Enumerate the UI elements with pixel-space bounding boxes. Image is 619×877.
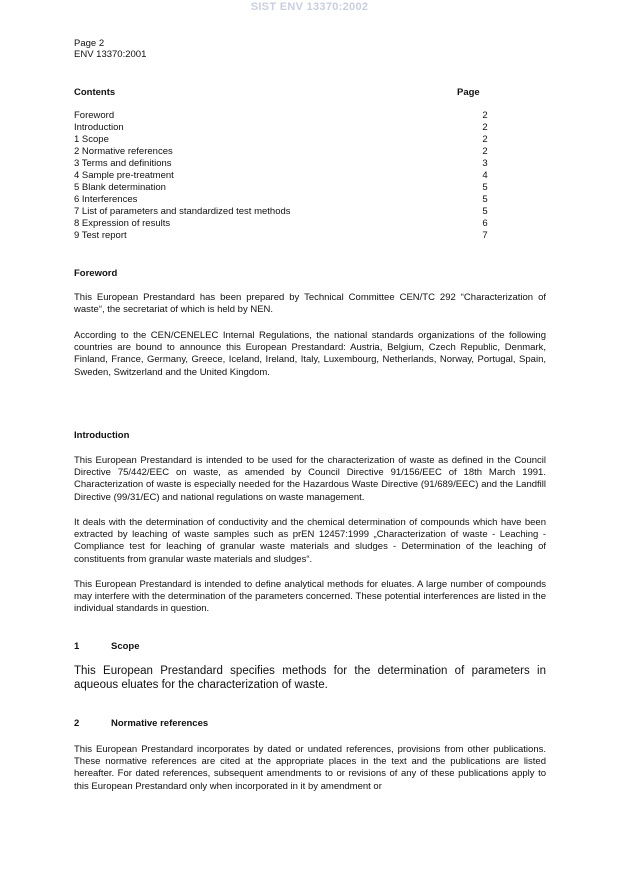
toc-entry[interactable] (74, 230, 494, 242)
toc-entry[interactable] (74, 194, 494, 206)
contents-header (74, 87, 484, 98)
introduction-heading: Introduction (74, 430, 130, 441)
toc-page: 7 (482, 230, 488, 241)
page-label: Page 2 (74, 38, 105, 49)
toc-entry[interactable] (74, 218, 494, 230)
introduction-paragraph: This European Prestandard is intended to define analytical methods for eluates. A large number of compounds may interfere with the determination of the parameters concerned. These potential interferences are listed in the individual standards in question. (74, 579, 546, 615)
toc-entry[interactable] (74, 182, 494, 194)
toc-page: 2 (482, 134, 488, 145)
doc-id: ENV 13370:2001 (74, 49, 147, 60)
watermark: SIST ENV 13370:2002 (250, 1, 369, 13)
page-header (74, 38, 146, 60)
normative-heading (74, 718, 208, 729)
page-column-title: Page (457, 87, 480, 98)
toc-entry[interactable] (74, 206, 494, 218)
foreword-paragraph: According to the CEN/CENELEC Internal Regulations, the national standards organizations of the following countries are bound to announce this European Prestandard: Austria, Belgium, Czech Republic, Denmark, Finland, France, Germany, Greece, Iceland, Ireland, Italy, Luxembourg, Netherlands, Norway, Portugal, Spain, Sweden, Switzerland and the United Kingdom. (74, 330, 546, 378)
toc-label: 6 Interferences (74, 194, 138, 205)
toc-entry[interactable] (74, 146, 494, 158)
toc-entry[interactable] (74, 134, 494, 146)
section-number: 2 (74, 718, 80, 729)
introduction-paragraph: This European Prestandard is intended to be used for the characterization of waste as defined in the Council Directive 75/442/EEC on waste, as amended by Council Directive 91/156/EEC of 18th March 1991. Characterization of waste is especially needed for the Hazardous Waste Directive (91/689/EEC) and the Landfill Directive (99/31/EC) and national regulations on waste management. (74, 455, 546, 503)
toc-entry[interactable] (74, 158, 494, 170)
contents-title: Contents (74, 87, 116, 98)
toc-label: 7 List of parameters and standardized test methods (74, 206, 291, 217)
toc-label: Foreword (74, 110, 115, 121)
normative-paragraph: This European Prestandard incorporates by dated or undated references, provisions from other publications. These normative references are cited at the appropriate places in the text and the publications are listed hereafter. For dated references, subsequent amendments to or revisions of any of these publications apply to this European Prestandard only when incorporated in it by amendment or (74, 744, 546, 792)
toc-page: 2 (482, 122, 488, 133)
toc-label: 8 Expression of results (74, 218, 171, 229)
toc-entry[interactable] (74, 110, 494, 122)
introduction-paragraph: It deals with the determination of conductivity and the chemical determination of compounds which have been extracted by leaching of waste samples such as prEN 12457:1999 „Characterization of waste - Leaching - Compliance test for leaching of granular waste materials and sludges - Determination of the leaching of constituents from granular waste materials and sludges“. (74, 517, 546, 565)
toc-label: 4 Sample pre-treatment (74, 170, 174, 181)
toc-entry[interactable] (74, 170, 494, 182)
toc-page: 5 (482, 206, 488, 217)
toc-label: Introduction (74, 122, 124, 133)
toc-label: 2 Normative references (74, 146, 173, 157)
foreword-heading: Foreword (74, 268, 118, 279)
scope-heading (74, 641, 140, 652)
toc-entry[interactable] (74, 122, 494, 134)
section-title: Scope (111, 641, 140, 652)
toc-label: 5 Blank determination (74, 182, 166, 193)
foreword-paragraph: This European Prestandard has been prepared by Technical Committee CEN/TC 292 “Characterization of waste“, the secretariat of which is held by NEN. (74, 292, 546, 316)
toc-label: 9 Test report (74, 230, 127, 241)
table-of-contents (74, 110, 494, 242)
toc-page: 5 (482, 194, 488, 205)
section-title: Normative references (111, 718, 209, 729)
toc-page: 4 (482, 170, 488, 181)
toc-page: 2 (482, 110, 488, 121)
section-number: 1 (74, 641, 80, 652)
toc-page: 6 (482, 218, 488, 229)
toc-label: 1 Scope (74, 134, 109, 145)
scope-paragraph: This European Prestandard specifies methods for the determination of parameters in aqueous eluates for the characterization of waste. (74, 665, 546, 691)
toc-page: 2 (482, 146, 488, 157)
toc-page: 3 (482, 158, 488, 169)
toc-page: 5 (482, 182, 488, 193)
toc-label: 3 Terms and definitions (74, 158, 172, 169)
